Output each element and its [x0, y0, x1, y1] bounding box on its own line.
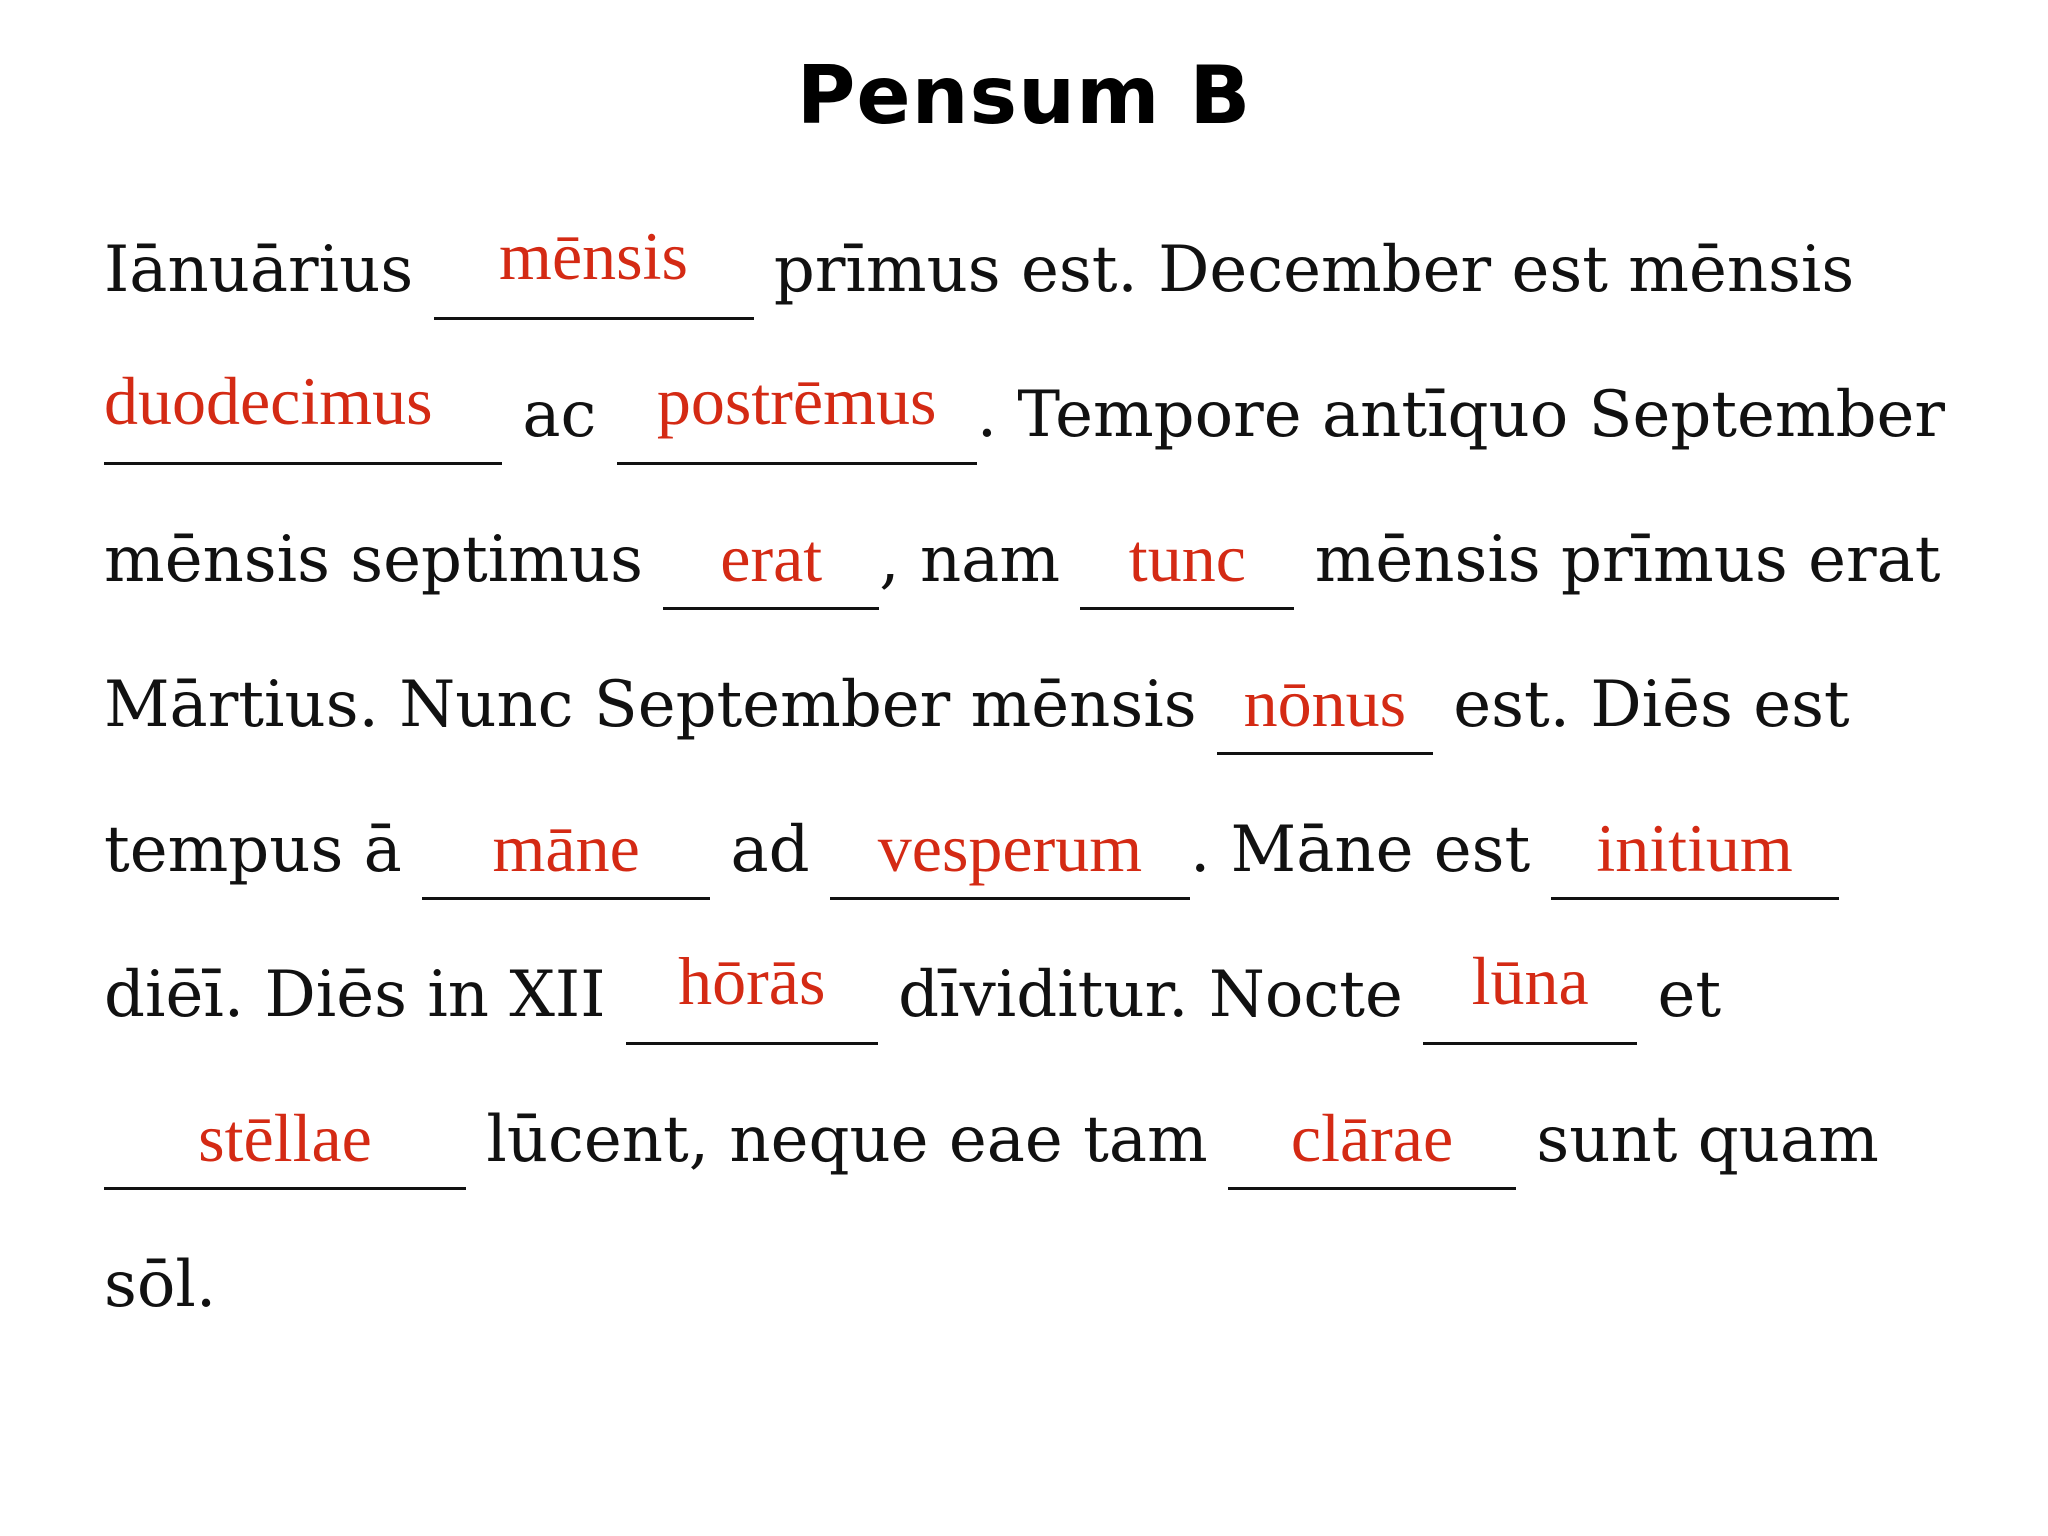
answer-blank: [1423, 945, 1637, 1045]
text-line-2: [104, 365, 2004, 510]
exercise-text: [104, 220, 2004, 1380]
answer-blank: [104, 1090, 466, 1190]
answer-text: māne: [492, 810, 640, 886]
answer-blank: [617, 365, 977, 465]
text-segment: lūcent, neque eae tam: [466, 1103, 1229, 1177]
page-title: Pensum B: [796, 49, 1252, 142]
text-segment: sōl.: [104, 1248, 217, 1322]
text-line-1: [104, 220, 2004, 365]
answer-blank: [104, 365, 502, 465]
answer-text: clārae: [1290, 1100, 1454, 1176]
text-segment: mēnsis prīmus erat: [1294, 523, 1941, 597]
answer-text: mēnsis: [499, 218, 688, 294]
text-segment: . Māne est: [1189, 813, 1551, 887]
text-segment: Iānuārius: [104, 233, 434, 307]
answer-text: erat: [720, 520, 823, 596]
answer-blank: [830, 800, 1190, 900]
answer-blank: [1228, 1090, 1516, 1190]
text-segment: ac: [502, 378, 617, 452]
answer-text: lūna: [1471, 943, 1589, 1019]
text-line-4: [104, 655, 2004, 800]
text-line-5: [104, 800, 2004, 945]
answer-text: postrēmus: [656, 363, 937, 439]
answer-text: hōrās: [678, 943, 826, 1019]
answer-text: stēllae: [198, 1100, 372, 1176]
text-segment: est. Diēs est: [1432, 668, 1850, 742]
text-segment: . Tempore antīquo September: [976, 378, 1945, 452]
answer-blank: [663, 510, 879, 610]
answer-text: vesperum: [877, 810, 1143, 886]
text-segment: mēnsis septimus: [104, 523, 664, 597]
answer-blank: [626, 945, 878, 1045]
answer-text: duodecimus: [104, 363, 433, 439]
text-segment: ad: [710, 813, 830, 887]
answer-text: tunc: [1128, 520, 1246, 596]
text-line-7: [104, 1090, 2004, 1235]
text-line-8: [104, 1235, 2004, 1380]
answer-blank: [422, 800, 710, 900]
text-line-3: [104, 510, 2004, 655]
text-segment: et: [1637, 958, 1722, 1032]
answer-text: nōnus: [1243, 665, 1407, 741]
answer-blank: [1551, 800, 1839, 900]
text-segment: prīmus est. December est mēnsis: [753, 233, 1855, 307]
answer-text: initium: [1596, 810, 1793, 886]
text-segment: , nam: [879, 523, 1081, 597]
answer-blank: [1080, 510, 1294, 610]
answer-blank: [1217, 655, 1433, 755]
answer-blank: [434, 220, 754, 320]
text-segment: sunt quam: [1516, 1103, 1879, 1177]
text-segment: tempus ā: [104, 813, 423, 887]
text-line-6: [104, 945, 2004, 1090]
text-segment: Mārtius. Nunc September mēnsis: [104, 668, 1217, 742]
text-segment: diēī. Diēs in XII: [104, 958, 626, 1032]
text-segment: dīviditur. Nocte: [877, 958, 1424, 1032]
